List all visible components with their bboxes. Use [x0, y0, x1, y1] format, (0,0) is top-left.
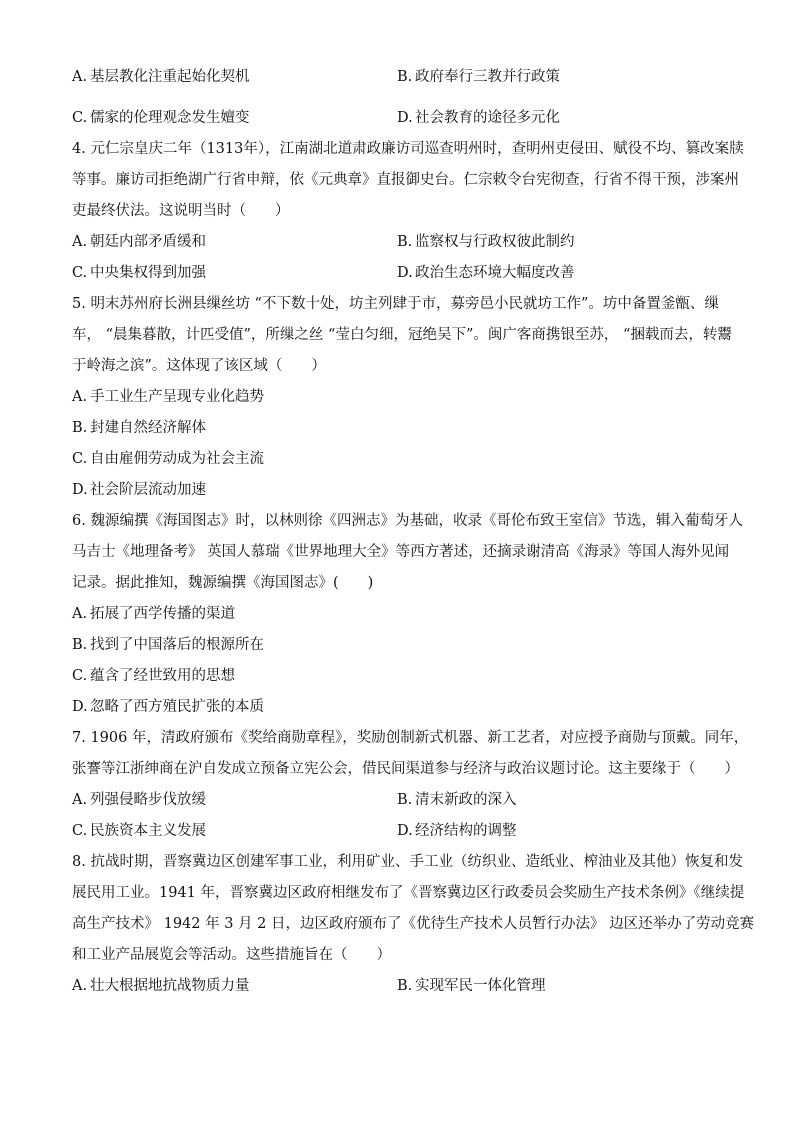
q6-stem-line-2: 马吉士《地理备考》 英国人慕瑞《世界地理大全》等西方著述，还摘录谢清高《海录》等国人海外见闻: [72, 544, 730, 560]
q7-option-d: D. 经济结构的调整: [397, 823, 517, 839]
q6-option-a: A. 拓展了西学传播的渠道: [72, 606, 235, 622]
q8-options-row-1: [72, 971, 727, 1002]
q8-stem-line-1: 8. 抗战时期，晋察冀边区创建军事工业，利用矿业、手工业（纺织业、造纸业、榨油业及其他）恢复和发: [72, 854, 743, 870]
q8-option-a: A. 壮大根据地抗战物质力量: [72, 978, 250, 994]
q8-stem-line-4: 和工业产品展览会等活动。这些措施旨在（ ）: [72, 947, 391, 963]
q8-option-b: B. 实现军民一体化管理: [397, 978, 546, 994]
q3-option-d: D. 社会教育的途径多元化: [397, 110, 560, 126]
q8-stem-line-2: 展民用工业。1941 年，晋察冀边区政府相继发布了《晋察冀边区行政委员会奖励生产技术条例》《继续提: [72, 885, 745, 901]
q3-option-b: B. 政府奉行三教并行政策: [397, 69, 560, 85]
q7-options-row-2: [72, 816, 727, 847]
q4-options-row-1: [72, 227, 727, 258]
q6-stem-line-3: 记录。据此推知，魏源编撰《海国图志》( ): [72, 575, 374, 591]
q5-option-c: C. 自由雇佣劳动成为社会主流: [72, 451, 264, 467]
q7-option-a: A. 列强侵略步伐放缓: [72, 792, 206, 808]
q7-option-c: C. 民族资本主义发展: [72, 823, 206, 839]
q4-option-c: C. 中央集权得到加强: [72, 265, 206, 281]
q5-option-b: B. 封建自然经济解体: [72, 420, 206, 436]
q5-stem-line-2: 车， “晨集暮散，计匹受值”，所缫之丝 “莹白匀细，冠绝吴下”。闽广客商携银至苏， “捆载而去，转鬻: [72, 327, 732, 343]
q5-option-d: D. 社会阶层流动加速: [72, 482, 206, 498]
q4-stem-line-1: 4. 元仁宗皇庆二年（1313年），江南湖北道肃政廉访司巡查明州时，查明州吏侵田、赋役不均、篡改案牍: [72, 141, 744, 157]
q3-option-c: C. 儒家的伦理观念发生嬗变: [72, 110, 250, 126]
q4-stem-line-3: 吏最终伏法。这说明当时（ ）: [72, 203, 290, 219]
q4-option-b: B. 监察权与行政权彼此制约: [397, 234, 575, 250]
q5-option-a: A. 手工业生产呈现专业化趋势: [72, 389, 264, 405]
q8-stem-line-3: 高生产技术》 1942 年 3 月 2 日，边区政府颁布了《优待生产技术人员暂行办法》 边区还举办了劳动竞赛: [72, 916, 755, 932]
q3-options-row-2: [72, 103, 727, 134]
q3-option-a: A. 基层教化注重起始化契机: [72, 69, 250, 85]
exam-page: [72, 62, 755, 1002]
q6-option-d: D. 忽略了西方殖民扩张的本质: [72, 699, 264, 715]
q7-stem-line-1: 7. 1906 年，清政府颁布《奖给商勋章程》，奖励创制新式机器、新工艺者，对应授予商勋与顶戴。同年，: [72, 730, 749, 746]
q3-options-row-1: [72, 62, 727, 93]
q5-stem-line-1: 5. 明末苏州府长洲县缫丝坊 “不下数十处，坊主列肆于市，募旁邑小民就坊工作”。坊中备置釜甑、缫: [72, 296, 719, 312]
q6-option-c: C. 蕴含了经世致用的思想: [72, 668, 235, 684]
q7-stem-line-2: 张謇等江浙绅商在沪自发成立预备立宪公会，借民间渠道参与经济与政治议题讨论。这主要缘于（ ）: [72, 761, 739, 777]
q6-option-b: B. 找到了中国落后的根源所在: [72, 637, 264, 653]
q6-stem-line-1: 6. 魏源编撰《海国图志》时，以林则徐《四洲志》为基础，收录《哥伦布致王室信》节选，辑入葡萄牙人: [72, 513, 743, 529]
q7-options-row-1: [72, 785, 727, 816]
q4-option-d: D. 政治生态环境大幅度改善: [397, 265, 575, 281]
q4-stem-line-2: 等事。廉访司拒绝湖广行省申辩，依《元典章》直报御史台。仁宗敕令台宪彻查，行省不得干预，涉案州: [72, 172, 739, 188]
q4-option-a: A. 朝廷内部矛盾缓和: [72, 234, 206, 250]
q4-options-row-2: [72, 258, 727, 289]
q7-option-b: B. 清末新政的深入: [397, 792, 517, 808]
q5-stem-line-3: 于岭海之滨”。这体现了该区域（ ）: [72, 358, 326, 374]
